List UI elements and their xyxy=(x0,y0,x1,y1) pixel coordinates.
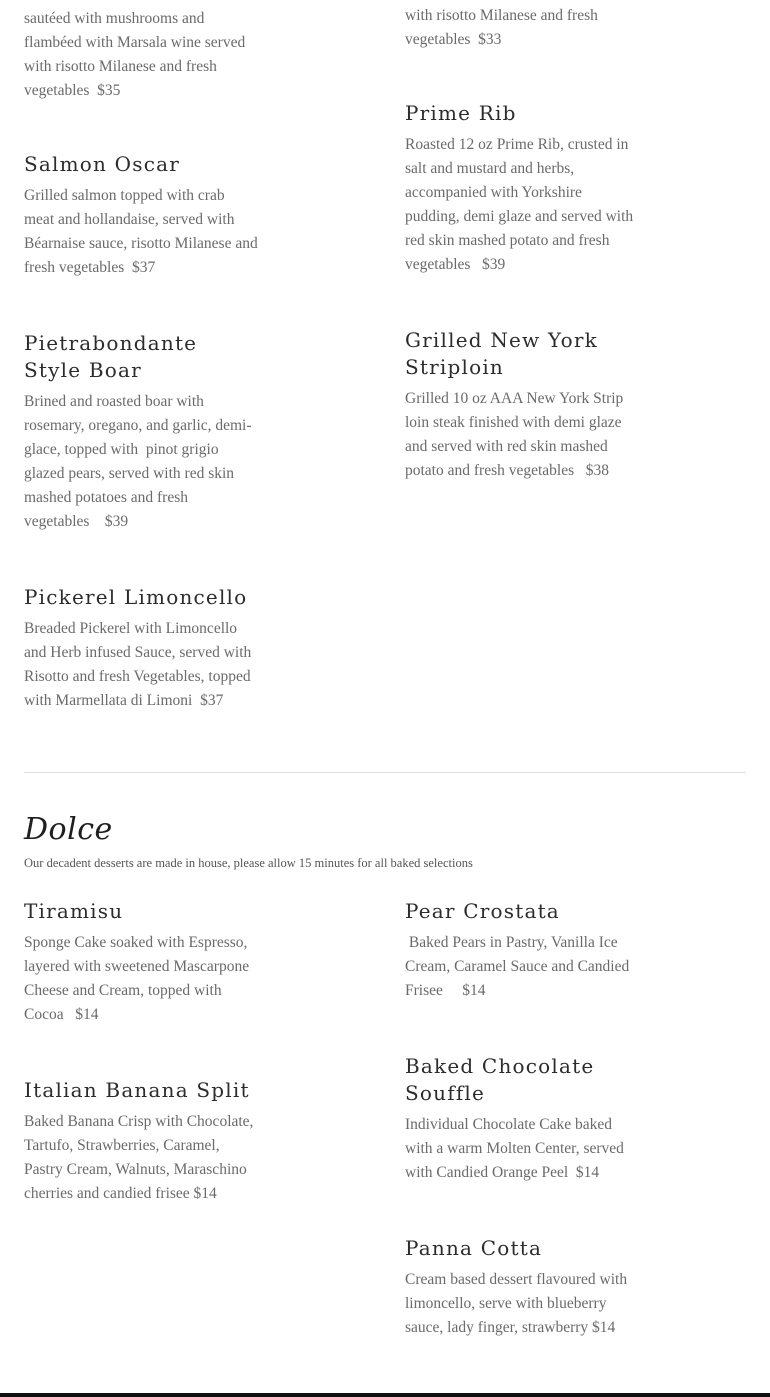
menu-item-name: Pietrabondante Style Boar xyxy=(24,331,198,382)
menu-item-description: Grilled 10 oz AAA New York Strip loin steak finished with demi glaze and served with red skin mashed potato and fresh vegetables $38 xyxy=(405,390,624,479)
menu-item-description: Grilled salmon topped with crab meat and hollandaise, served with Béarnaise sauce, risotto Milanese and fresh vegetables $37 xyxy=(24,187,258,276)
section-title: Dolce xyxy=(24,812,113,847)
menu-item xyxy=(24,151,274,280)
menu-item xyxy=(405,1235,650,1340)
menu-item-name: Prime Rib xyxy=(405,101,517,125)
menu-item-description: Baked Banana Crisp with Chocolate, Tartufo, Strawberries, Caramel, Pastry Cream, Walnuts, Maraschino cherries and candied frisee $14 xyxy=(24,1113,254,1202)
menu-item xyxy=(405,100,650,277)
footer-bar xyxy=(0,1393,770,1397)
menu-item-name: Baked Chocolate Souffle xyxy=(405,1054,595,1105)
menu-item-name: Pickerel Limoncello xyxy=(24,585,248,609)
menu-item xyxy=(24,330,272,534)
menu-item-description-fragment: sautéed with mushrooms and flambéed with Marsala wine served with risotto Milanese and fresh vegetables $35 xyxy=(24,10,246,99)
menu-item-description: Breaded Pickerel with Limoncello and Herb infused Sauce, served with Risotto and fresh Vegetables, topped with Marmellata di Limoni $37 xyxy=(24,620,252,709)
menu-item xyxy=(405,898,650,1003)
menu-item-description: Sponge Cake soaked with Espresso, layered with sweetened Mascarpone Cheese and Cream, topped with Cocoa $14 xyxy=(24,934,250,1023)
menu-item-name: Salmon Oscar xyxy=(24,152,181,176)
menu-item xyxy=(405,327,650,483)
menu-item xyxy=(24,898,272,1027)
section-note: Our decadent desserts are made in house, please allow 15 minutes for all baked selections xyxy=(24,856,473,870)
menu-item xyxy=(405,1053,650,1185)
menu-item-name: Pear Crostata xyxy=(405,899,560,923)
menu-item xyxy=(24,1077,272,1206)
menu-item-name: Italian Banana Split xyxy=(24,1078,250,1102)
menu-item-description: Baked Pears in Pastry, Vanilla Ice Cream, Caramel Sauce and Candied Frisee $14 xyxy=(405,934,630,999)
menu-item-name: Tiramisu xyxy=(24,899,124,923)
menu-item-description: Individual Chocolate Cake baked with a warm Molten Center, served with Candied Orange Peel $14 xyxy=(405,1116,624,1181)
menu-item-name: Panna Cotta xyxy=(405,1236,543,1260)
menu-item-description-fragment: with risotto Milanese and fresh vegetables $33 xyxy=(405,7,598,48)
menu-item xyxy=(24,584,272,713)
section-divider xyxy=(24,772,746,773)
menu-item-name: Grilled New York Striploin xyxy=(405,328,598,379)
menu-item-description: Cream based dessert flavoured with limoncello, serve with blueberry sauce, lady finger, strawberry $14 xyxy=(405,1271,628,1336)
menu-item-description: Roasted 12 oz Prime Rib, crusted in salt and mustard and herbs, accompanied with Yorkshire pudding, demi glaze and served with red skin mashed potato and fresh vegetables $39 xyxy=(405,136,634,273)
menu-item-description: Brined and roasted boar with rosemary, oregano, and garlic, demi- glace, topped with pinot grigio glazed pears, served with red skin mashed potatoes and fresh vegetables $39 xyxy=(24,393,252,530)
